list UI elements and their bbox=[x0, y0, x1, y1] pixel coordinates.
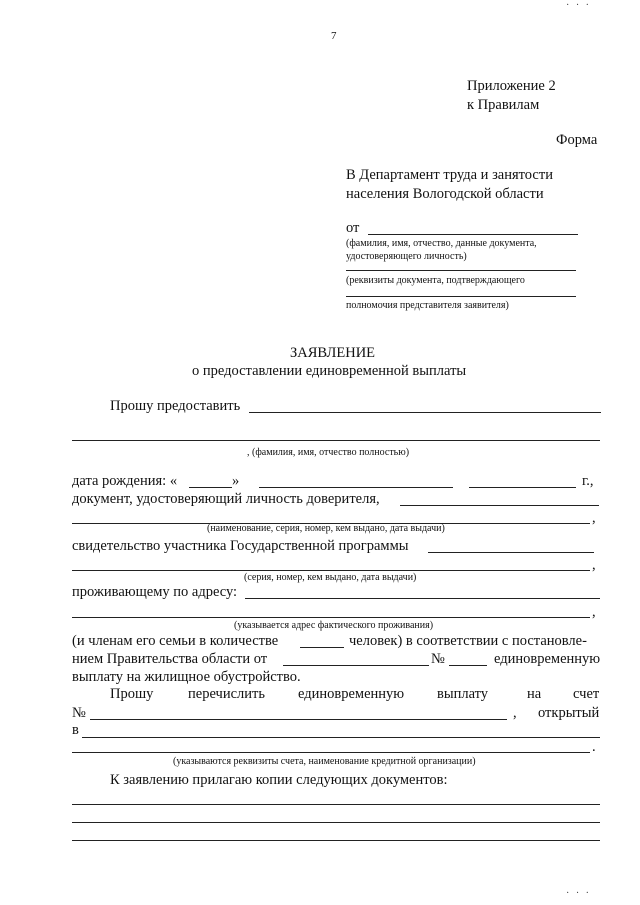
bottom-corner-marks: · · · bbox=[566, 888, 591, 899]
representative-field-line-2[interactable] bbox=[346, 296, 576, 297]
doc-comma: , bbox=[592, 510, 596, 526]
addressee-line-1: В Департамент труда и занятости bbox=[346, 167, 553, 183]
bank-field-line-2[interactable] bbox=[72, 752, 590, 753]
attachment-line-2[interactable] bbox=[72, 822, 600, 823]
decree-number-line[interactable] bbox=[449, 665, 487, 666]
account-number-sign: № bbox=[72, 705, 86, 721]
bank-field-line-1[interactable] bbox=[82, 737, 600, 738]
decree-number-sign: № bbox=[431, 651, 445, 667]
transfer-word-6: счет bbox=[573, 686, 600, 702]
cert-label: свидетельство участника Государственной программы bbox=[72, 538, 409, 554]
corner-marks: · · · bbox=[566, 0, 591, 11]
request-label: Прошу предоставить bbox=[110, 398, 241, 414]
representative-field-line-1[interactable] bbox=[346, 270, 576, 271]
birth-label: дата рождения: « bbox=[72, 473, 178, 489]
hint-applicant-1: (фамилия, имя, отчество, данные документа, bbox=[346, 238, 537, 249]
opened-label: открытый bbox=[538, 705, 600, 721]
hint-representative-2: полномочия представителя заявителя) bbox=[346, 300, 509, 311]
request-field-line[interactable] bbox=[249, 412, 601, 413]
cert-field-line-1[interactable] bbox=[428, 552, 594, 553]
fio-field-line[interactable] bbox=[72, 440, 600, 441]
hint-representative-1: (реквизиты документа, подтверждающего bbox=[346, 275, 525, 286]
appendix-line-2: к Правилам bbox=[467, 97, 540, 113]
from-label: от bbox=[346, 220, 360, 236]
bank-period: . bbox=[592, 739, 596, 755]
attachment-line-1[interactable] bbox=[72, 804, 600, 805]
doc-label: документ, удостоверяющий личность доверителя, bbox=[72, 491, 380, 507]
birth-year-line[interactable] bbox=[469, 487, 576, 488]
cert-comma: , bbox=[592, 557, 596, 573]
hint-doc: (наименование, серия, номер, кем выдано, дата выдачи) bbox=[207, 523, 445, 534]
appendix-line-1: Приложение 2 bbox=[467, 78, 556, 94]
decree-date-line[interactable] bbox=[283, 665, 429, 666]
transfer-word-5: на bbox=[527, 686, 542, 702]
hint-applicant-2: удостоверяющего личность) bbox=[346, 251, 467, 262]
family-line-3: выплату на жилищное обустройство. bbox=[72, 669, 301, 685]
document-title: ЗАЯВЛЕНИЕ bbox=[290, 345, 376, 361]
year-suffix: г., bbox=[582, 473, 594, 489]
address-label: проживающему по адресу: bbox=[72, 584, 238, 600]
birth-month-line[interactable] bbox=[259, 487, 453, 488]
form-label: Форма bbox=[556, 132, 598, 148]
account-comma: , bbox=[513, 705, 517, 721]
attachment-line-3[interactable] bbox=[72, 840, 600, 841]
birth-day-line[interactable] bbox=[189, 487, 232, 488]
address-comma: , bbox=[592, 604, 596, 620]
address-field-line-2[interactable] bbox=[72, 617, 590, 618]
family-line-2c: единовременную bbox=[494, 651, 601, 667]
transfer-word-1: Прошу bbox=[110, 686, 154, 702]
account-number-line[interactable] bbox=[90, 719, 507, 720]
cert-field-line-2[interactable] bbox=[72, 570, 590, 571]
bank-in-label: в bbox=[72, 722, 79, 738]
transfer-word-2: перечислить bbox=[188, 686, 265, 702]
address-field-line-1[interactable] bbox=[245, 598, 600, 599]
attachments-label: К заявлению прилагаю копии следующих документов: bbox=[110, 772, 448, 788]
family-line-2a: нием Правительства области от bbox=[72, 651, 268, 667]
document-subtitle: о предоставлении единовременной выплаты bbox=[192, 363, 467, 379]
from-field-line[interactable] bbox=[368, 234, 578, 235]
family-line-1a: (и членам его семьи в количестве bbox=[72, 633, 279, 649]
hint-fio: , (фамилия, имя, отчество полностью) bbox=[247, 447, 410, 458]
hint-account: (указываются реквизиты счета, наименование кредитной организации) bbox=[173, 756, 476, 767]
addressee-line-2: населения Вологодской области bbox=[346, 186, 544, 202]
hint-address: (указывается адрес фактического проживания) bbox=[234, 620, 434, 631]
transfer-word-4: выплату bbox=[437, 686, 489, 702]
page-number: 7 bbox=[331, 30, 337, 42]
hint-cert: (серия, номер, кем выдано, дата выдачи) bbox=[244, 572, 417, 583]
doc-field-line-1[interactable] bbox=[400, 505, 599, 506]
family-count-line[interactable] bbox=[300, 647, 344, 648]
transfer-word-3: единовременную bbox=[298, 686, 405, 702]
family-line-1b: человек) в соответствии с постановле- bbox=[349, 633, 587, 649]
birth-close-quote: » bbox=[232, 473, 240, 489]
